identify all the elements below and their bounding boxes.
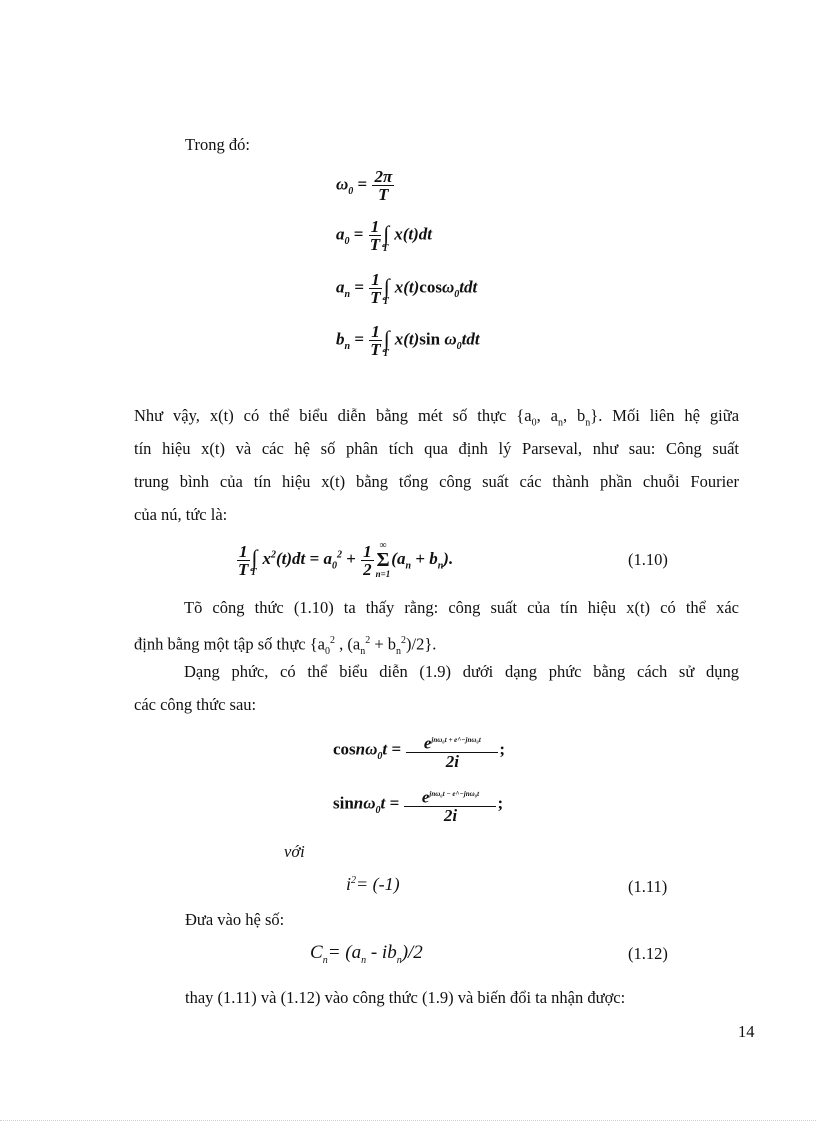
equation-parseval: $\frac{1}{T}$ ∫ T $x^2(t)dt = a_0^2$ + $\frac{1}{2}$ ∞ Σ n=1 $(a_n + b_n)$. xyxy=(238,540,454,579)
coefficient-intro: Đưa vào hệ số: xyxy=(185,910,285,929)
equation-1-12: $C_n= (a_n - ib_n)/2$ xyxy=(310,942,423,966)
para3-line2: các công thức sau: xyxy=(134,695,257,714)
para3-line1: Dạng phức, có thể biểu diễn (1.9) dưới dạng phức bằng cách sử dụng xyxy=(184,662,739,681)
paragraph-parseval-intro xyxy=(134,406,739,538)
sum-symbol: ∞ Σ n=1 xyxy=(375,540,391,579)
page-bottom-divider xyxy=(0,1120,816,1121)
equation-omega0: $\omega_0$ = $\frac{2\pi}{T}$ xyxy=(336,167,393,204)
voi-label: với xyxy=(284,842,305,861)
para1-line1: Như vậy, x(t) có thể biểu diễn bằng mét số thực {$a_0$, $a_n$, $b_n$}. Mối liên hệ giữa xyxy=(134,406,740,429)
equation-number-1-12: (1.12) xyxy=(628,944,668,963)
para1-line3: trung bình của tín hiệu x(t) bằng tổng công suất các thành phần chuỗi Fourier xyxy=(134,472,739,491)
equation-euler-cos: cosnω$_0$t = $\frac{e^{jn\omega_0t + e\^{}-jn\omega_0t}}{2i}$ ; xyxy=(333,733,506,771)
equation-number-1-11: (1.11) xyxy=(628,877,668,896)
para2-line1: Tõ công thức (1.10) ta thấy rằng: công suất của tín hiệu x(t) có thể xác xyxy=(184,598,739,617)
equation-an: $a_n$ = $\frac{1}{T}$ ∫ T x(t)cosω$_0$tdt xyxy=(336,270,478,307)
equation-1-11: $i^2= (-1)$ xyxy=(346,874,400,894)
equation-bn: $b_n$ = $\frac{1}{T}$ ∫ T x(t)sin $\omega_0tdt$ xyxy=(336,322,480,359)
intro-label: Trong đó: xyxy=(185,135,250,154)
equation-number-1-10: (1.10) xyxy=(628,550,668,569)
para2-line2: định bằng một tập số thực {$a_0^2$ , $(a_n^2 + b_n^2)/2$}. xyxy=(134,634,437,657)
equation-euler-sin: sinnω$_0$t = $\frac{e^{jn\omega_0t - e\^{}-jn\omega_0t}}{2i}$ ; xyxy=(333,787,504,825)
equation-a0: $a_0$ = $\frac{1}{T}$ ∫ T x(t)dt xyxy=(336,217,432,254)
para1-line2: tín hiệu x(t) và các hệ số phân tích qua định lý Parseval, như sau: Công suất xyxy=(134,439,739,458)
paragraph-power xyxy=(134,598,739,664)
page-number: 14 xyxy=(738,1022,755,1041)
final-line: thay (1.11) và (1.12) vào công thức (1.9) và biến đổi ta nhận được: xyxy=(185,988,626,1007)
para1-line4: của nú, tức là: xyxy=(134,505,228,524)
paragraph-complex-form xyxy=(134,662,739,728)
